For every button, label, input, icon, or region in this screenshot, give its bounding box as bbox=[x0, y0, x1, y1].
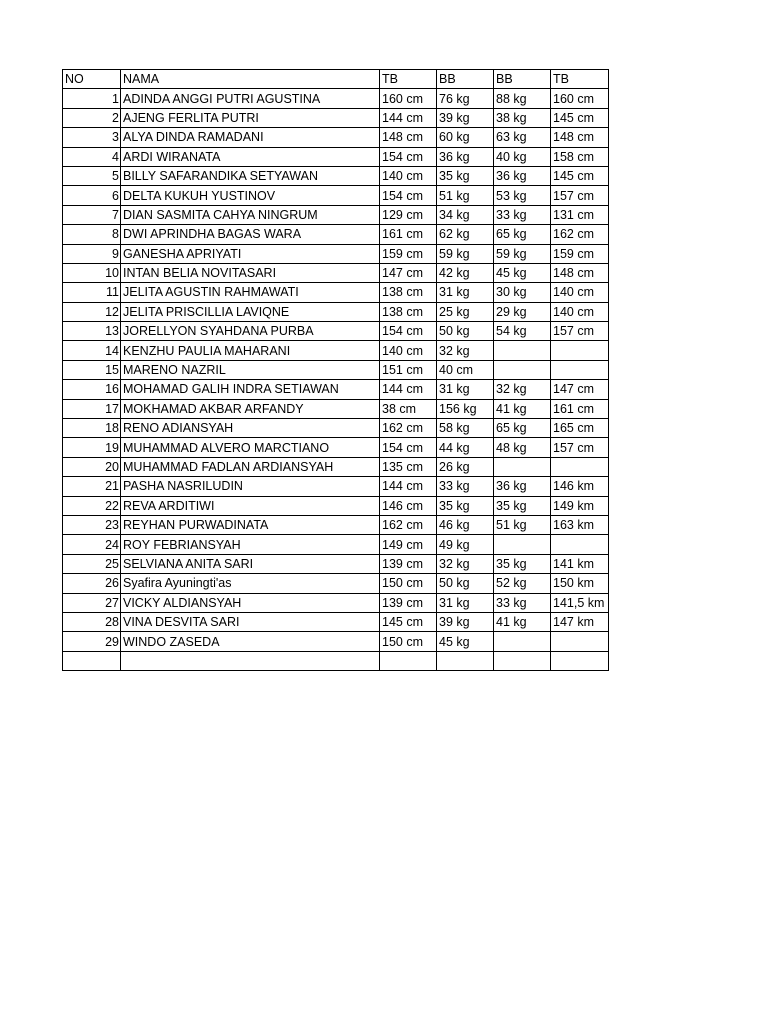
cell-bb-first: 31 kg bbox=[437, 380, 494, 399]
cell-no: 29 bbox=[63, 632, 121, 651]
table-row bbox=[63, 225, 609, 244]
cell-bb-first: 32 kg bbox=[437, 341, 494, 360]
cell-tb-second: 162 cm bbox=[551, 225, 609, 244]
cell-tb-first: 159 cm bbox=[380, 244, 437, 263]
cell-no: 4 bbox=[63, 147, 121, 166]
table-row bbox=[63, 612, 609, 631]
cell-no: 28 bbox=[63, 612, 121, 631]
cell-no: 1 bbox=[63, 89, 121, 108]
cell-bb-first: 33 kg bbox=[437, 477, 494, 496]
cell-no: 18 bbox=[63, 419, 121, 438]
cell-tb-first: 160 cm bbox=[380, 89, 437, 108]
cell-bb-second: 33 kg bbox=[494, 593, 551, 612]
cell-bb-first: 45 kg bbox=[437, 632, 494, 651]
header-tb-first: TB bbox=[380, 70, 437, 89]
cell-no: 9 bbox=[63, 244, 121, 263]
header-nama: NAMA bbox=[121, 70, 380, 89]
cell-tb-second: 145 cm bbox=[551, 108, 609, 127]
cell-no: 8 bbox=[63, 225, 121, 244]
cell-bb-first: 39 kg bbox=[437, 108, 494, 127]
cell-nama: WINDO ZASEDA bbox=[121, 632, 380, 651]
cell-tb-first: 144 cm bbox=[380, 380, 437, 399]
cell-tb-second: 131 cm bbox=[551, 205, 609, 224]
cell-tb-first: 148 cm bbox=[380, 128, 437, 147]
cell-nama: PASHA NASRILUDIN bbox=[121, 477, 380, 496]
table-row bbox=[63, 341, 609, 360]
cell-bb-second: 40 kg bbox=[494, 147, 551, 166]
cell-nama: REYHAN PURWADINATA bbox=[121, 515, 380, 534]
cell-no bbox=[63, 651, 121, 670]
cell-tb-second: 148 cm bbox=[551, 263, 609, 282]
cell-tb-first: 151 cm bbox=[380, 360, 437, 379]
cell-bb-second: 88 kg bbox=[494, 89, 551, 108]
cell-bb-first: 58 kg bbox=[437, 419, 494, 438]
cell-bb-second: 41 kg bbox=[494, 612, 551, 631]
table-row bbox=[63, 283, 609, 302]
cell-bb-first: 44 kg bbox=[437, 438, 494, 457]
cell-bb-second: 41 kg bbox=[494, 399, 551, 418]
cell-no: 17 bbox=[63, 399, 121, 418]
cell-bb-first: 34 kg bbox=[437, 205, 494, 224]
header-no: NO bbox=[63, 70, 121, 89]
cell-tb-first: 129 cm bbox=[380, 205, 437, 224]
cell-no: 5 bbox=[63, 166, 121, 185]
cell-bb-first: 51 kg bbox=[437, 186, 494, 205]
cell-bb-second: 48 kg bbox=[494, 438, 551, 457]
cell-tb-second: 160 cm bbox=[551, 89, 609, 108]
cell-bb-first: 26 kg bbox=[437, 457, 494, 476]
header-bb-second: BB bbox=[494, 70, 551, 89]
cell-nama: VICKY ALDIANSYAH bbox=[121, 593, 380, 612]
cell-bb-second bbox=[494, 535, 551, 554]
cell-bb-second bbox=[494, 651, 551, 670]
cell-bb-first: 49 kg bbox=[437, 535, 494, 554]
cell-bb-second: 33 kg bbox=[494, 205, 551, 224]
cell-bb-second: 52 kg bbox=[494, 574, 551, 593]
cell-bb-second bbox=[494, 632, 551, 651]
cell-tb-second: 145 cm bbox=[551, 166, 609, 185]
cell-bb-first: 46 kg bbox=[437, 515, 494, 534]
cell-bb-first: 31 kg bbox=[437, 283, 494, 302]
cell-bb-second: 59 kg bbox=[494, 244, 551, 263]
cell-tb-first: 154 cm bbox=[380, 438, 437, 457]
cell-no: 14 bbox=[63, 341, 121, 360]
cell-tb-first: 154 cm bbox=[380, 322, 437, 341]
cell-bb-first: 59 kg bbox=[437, 244, 494, 263]
cell-nama bbox=[121, 651, 380, 670]
table-row bbox=[63, 651, 609, 670]
cell-tb-first: 162 cm bbox=[380, 515, 437, 534]
table-row bbox=[63, 322, 609, 341]
cell-tb-second: 148 cm bbox=[551, 128, 609, 147]
cell-tb-second: 147 km bbox=[551, 612, 609, 631]
cell-bb-second: 30 kg bbox=[494, 283, 551, 302]
table-row bbox=[63, 515, 609, 534]
cell-nama: ARDI WIRANATA bbox=[121, 147, 380, 166]
cell-nama: DELTA KUKUH YUSTINOV bbox=[121, 186, 380, 205]
header-row bbox=[63, 70, 609, 89]
cell-bb-second: 54 kg bbox=[494, 322, 551, 341]
cell-bb-second: 51 kg bbox=[494, 515, 551, 534]
cell-tb-first: 38 cm bbox=[380, 399, 437, 418]
cell-nama: ALYA DINDA RAMADANI bbox=[121, 128, 380, 147]
cell-tb-second: 140 cm bbox=[551, 302, 609, 321]
cell-nama: INTAN BELIA NOVITASARI bbox=[121, 263, 380, 282]
cell-no: 10 bbox=[63, 263, 121, 282]
cell-bb-second: 35 kg bbox=[494, 496, 551, 515]
table-row bbox=[63, 457, 609, 476]
cell-nama: MUHAMMAD ALVERO MARCTIANO bbox=[121, 438, 380, 457]
cell-bb-second: 29 kg bbox=[494, 302, 551, 321]
cell-tb-second: 165 cm bbox=[551, 419, 609, 438]
cell-tb-first: 145 cm bbox=[380, 612, 437, 631]
cell-tb-first: 140 cm bbox=[380, 166, 437, 185]
cell-bb-second bbox=[494, 341, 551, 360]
cell-tb-first: 138 cm bbox=[380, 302, 437, 321]
cell-bb-first bbox=[437, 651, 494, 670]
cell-tb-second: 163 km bbox=[551, 515, 609, 534]
cell-no: 13 bbox=[63, 322, 121, 341]
cell-nama: JELITA PRISCILLIA LAVIQNE bbox=[121, 302, 380, 321]
table-row bbox=[63, 438, 609, 457]
cell-no: 11 bbox=[63, 283, 121, 302]
cell-no: 23 bbox=[63, 515, 121, 534]
cell-tb-first: 154 cm bbox=[380, 186, 437, 205]
cell-bb-first: 156 kg bbox=[437, 399, 494, 418]
student-measurement-table bbox=[62, 69, 609, 671]
cell-bb-second: 63 kg bbox=[494, 128, 551, 147]
cell-tb-second: 158 cm bbox=[551, 147, 609, 166]
cell-nama: JELITA AGUSTIN RAHMAWATI bbox=[121, 283, 380, 302]
table-row bbox=[63, 419, 609, 438]
table-row bbox=[63, 263, 609, 282]
header-tb-second: TB bbox=[551, 70, 609, 89]
cell-no: 19 bbox=[63, 438, 121, 457]
table-row bbox=[63, 302, 609, 321]
table-row bbox=[63, 244, 609, 263]
cell-no: 22 bbox=[63, 496, 121, 515]
cell-tb-second: 159 cm bbox=[551, 244, 609, 263]
cell-tb-second: 161 cm bbox=[551, 399, 609, 418]
cell-no: 24 bbox=[63, 535, 121, 554]
cell-bb-first: 76 kg bbox=[437, 89, 494, 108]
cell-no: 27 bbox=[63, 593, 121, 612]
cell-tb-second: 146 km bbox=[551, 477, 609, 496]
cell-nama: Syafira Ayuningti'as bbox=[121, 574, 380, 593]
cell-no: 20 bbox=[63, 457, 121, 476]
cell-nama: DIAN SASMITA CAHYA NINGRUM bbox=[121, 205, 380, 224]
table-row bbox=[63, 128, 609, 147]
cell-tb-first: 146 cm bbox=[380, 496, 437, 515]
table-row bbox=[63, 574, 609, 593]
cell-tb-second: 157 cm bbox=[551, 438, 609, 457]
cell-bb-first: 25 kg bbox=[437, 302, 494, 321]
cell-bb-first: 40 cm bbox=[437, 360, 494, 379]
cell-bb-first: 39 kg bbox=[437, 612, 494, 631]
header-bb-first: BB bbox=[437, 70, 494, 89]
cell-nama: MOHAMAD GALIH INDRA SETIAWAN bbox=[121, 380, 380, 399]
table-row bbox=[63, 186, 609, 205]
cell-bb-first: 50 kg bbox=[437, 322, 494, 341]
cell-nama: BILLY SAFARANDIKA SETYAWAN bbox=[121, 166, 380, 185]
cell-no: 15 bbox=[63, 360, 121, 379]
cell-bb-first: 50 kg bbox=[437, 574, 494, 593]
cell-tb-second: 141,5 km bbox=[551, 593, 609, 612]
table-row bbox=[63, 477, 609, 496]
cell-bb-first: 42 kg bbox=[437, 263, 494, 282]
cell-nama: MUHAMMAD FADLAN ARDIANSYAH bbox=[121, 457, 380, 476]
cell-tb-second bbox=[551, 341, 609, 360]
cell-nama: REVA ARDITIWI bbox=[121, 496, 380, 515]
table-row bbox=[63, 108, 609, 127]
cell-tb-second: 149 km bbox=[551, 496, 609, 515]
cell-tb-second bbox=[551, 457, 609, 476]
cell-nama: VINA DESVITA SARI bbox=[121, 612, 380, 631]
cell-bb-first: 36 kg bbox=[437, 147, 494, 166]
cell-tb-first: 150 cm bbox=[380, 574, 437, 593]
cell-no: 12 bbox=[63, 302, 121, 321]
cell-bb-second: 35 kg bbox=[494, 554, 551, 573]
cell-tb-first: 144 cm bbox=[380, 477, 437, 496]
cell-no: 3 bbox=[63, 128, 121, 147]
cell-nama: MARENO NAZRIL bbox=[121, 360, 380, 379]
cell-bb-second: 53 kg bbox=[494, 186, 551, 205]
cell-tb-first: 138 cm bbox=[380, 283, 437, 302]
cell-tb-first: 139 cm bbox=[380, 593, 437, 612]
cell-bb-second: 38 kg bbox=[494, 108, 551, 127]
cell-tb-first: 149 cm bbox=[380, 535, 437, 554]
cell-nama: KENZHU PAULIA MAHARANI bbox=[121, 341, 380, 360]
cell-bb-second: 65 kg bbox=[494, 419, 551, 438]
cell-bb-first: 32 kg bbox=[437, 554, 494, 573]
cell-nama: SELVIANA ANITA SARI bbox=[121, 554, 380, 573]
cell-tb-second: 141 km bbox=[551, 554, 609, 573]
table-row bbox=[63, 205, 609, 224]
cell-nama: ROY FEBRIANSYAH bbox=[121, 535, 380, 554]
cell-tb-second bbox=[551, 651, 609, 670]
cell-bb-second: 36 kg bbox=[494, 166, 551, 185]
cell-bb-second: 45 kg bbox=[494, 263, 551, 282]
cell-tb-first: 162 cm bbox=[380, 419, 437, 438]
cell-tb-second: 147 cm bbox=[551, 380, 609, 399]
cell-tb-second bbox=[551, 632, 609, 651]
cell-no: 7 bbox=[63, 205, 121, 224]
cell-nama: RENO ADIANSYAH bbox=[121, 419, 380, 438]
cell-tb-second bbox=[551, 360, 609, 379]
cell-tb-first: 147 cm bbox=[380, 263, 437, 282]
table-row bbox=[63, 89, 609, 108]
cell-no: 2 bbox=[63, 108, 121, 127]
table-row bbox=[63, 593, 609, 612]
cell-no: 21 bbox=[63, 477, 121, 496]
table-row bbox=[63, 554, 609, 573]
cell-nama: DWI APRINDHA BAGAS WARA bbox=[121, 225, 380, 244]
cell-tb-second: 150 km bbox=[551, 574, 609, 593]
cell-nama: JORELLYON SYAHDANA PURBA bbox=[121, 322, 380, 341]
cell-bb-first: 31 kg bbox=[437, 593, 494, 612]
table-row bbox=[63, 399, 609, 418]
cell-tb-first: 144 cm bbox=[380, 108, 437, 127]
cell-tb-second bbox=[551, 535, 609, 554]
cell-tb-first: 150 cm bbox=[380, 632, 437, 651]
cell-bb-second: 65 kg bbox=[494, 225, 551, 244]
table-row bbox=[63, 496, 609, 515]
cell-bb-second bbox=[494, 457, 551, 476]
cell-no: 25 bbox=[63, 554, 121, 573]
cell-bb-first: 60 kg bbox=[437, 128, 494, 147]
cell-tb-second: 140 cm bbox=[551, 283, 609, 302]
table-row bbox=[63, 535, 609, 554]
cell-tb-first: 154 cm bbox=[380, 147, 437, 166]
cell-tb-first: 135 cm bbox=[380, 457, 437, 476]
table-row bbox=[63, 147, 609, 166]
cell-bb-second bbox=[494, 360, 551, 379]
cell-bb-first: 35 kg bbox=[437, 496, 494, 515]
table-row bbox=[63, 166, 609, 185]
cell-tb-first bbox=[380, 651, 437, 670]
cell-no: 26 bbox=[63, 574, 121, 593]
cell-no: 6 bbox=[63, 186, 121, 205]
table-row bbox=[63, 380, 609, 399]
table-row bbox=[63, 632, 609, 651]
cell-tb-second: 157 cm bbox=[551, 186, 609, 205]
cell-tb-first: 140 cm bbox=[380, 341, 437, 360]
cell-nama: ADINDA ANGGI PUTRI AGUSTINA bbox=[121, 89, 380, 108]
cell-bb-second: 32 kg bbox=[494, 380, 551, 399]
cell-nama: MOKHAMAD AKBAR ARFANDY bbox=[121, 399, 380, 418]
cell-no: 16 bbox=[63, 380, 121, 399]
cell-nama: AJENG FERLITA PUTRI bbox=[121, 108, 380, 127]
cell-bb-first: 62 kg bbox=[437, 225, 494, 244]
cell-bb-second: 36 kg bbox=[494, 477, 551, 496]
cell-nama: GANESHA APRIYATI bbox=[121, 244, 380, 263]
table-body bbox=[63, 89, 609, 671]
cell-tb-second: 157 cm bbox=[551, 322, 609, 341]
cell-bb-first: 35 kg bbox=[437, 166, 494, 185]
table-row bbox=[63, 360, 609, 379]
cell-tb-first: 139 cm bbox=[380, 554, 437, 573]
cell-tb-first: 161 cm bbox=[380, 225, 437, 244]
